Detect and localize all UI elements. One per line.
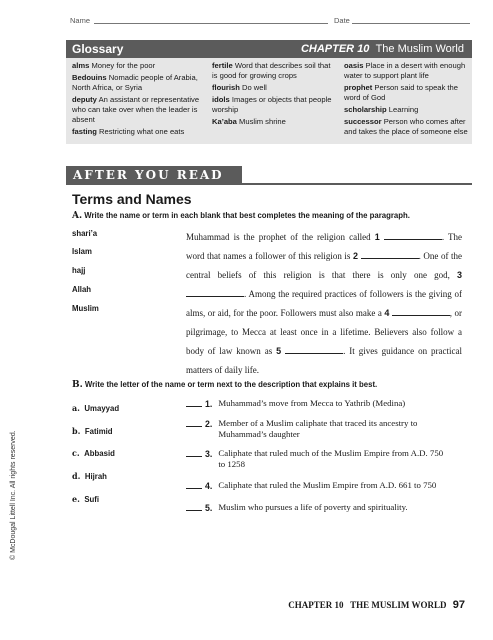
word-bank-item: Muslim: [72, 304, 99, 313]
answer-line[interactable]: [186, 480, 202, 489]
word-bank-item: Allah: [72, 285, 92, 294]
name-bank-item: b. Fatimid: [72, 426, 113, 436]
glossary-entry: deputy An assistant or representative who can take over when the leader is absent: [72, 95, 200, 124]
section-title: Terms and Names: [72, 191, 192, 207]
page-footer: [288, 599, 465, 611]
name-bank-item: d. Hijrah: [72, 471, 107, 481]
word-bank-item: shari’a: [72, 229, 98, 238]
footer-chapter: CHAPTER 10: [288, 600, 344, 610]
answer-line[interactable]: [186, 398, 202, 407]
matching-item: 3. Caliphate that ruled much of the Muslim Empire from A.D. 750 to 1258: [186, 448, 470, 470]
date-label: Date: [334, 16, 350, 25]
glossary-header: [66, 40, 472, 58]
glossary-entry: oasis Place in a desert with enough water to support plant life: [344, 61, 466, 80]
name-bank-item: c. Abbasid: [72, 448, 115, 458]
glossary-box: [66, 58, 472, 144]
section-rule: [66, 183, 472, 185]
glossary-column-1: [72, 61, 200, 139]
matching-item: 2. Member of a Muslim caliphate that traced its ancestry to Muhammad’s daughter: [186, 418, 470, 440]
part-a-instruction-text: Write the name or term in each blank that best completes the meaning of the paragraph.: [84, 211, 410, 220]
answer-line[interactable]: [186, 448, 202, 457]
part-a-instruction: [72, 211, 410, 221]
glossary-column-2: [212, 61, 338, 129]
matching-item: 5. Muslim who pursues a life of poverty and spirituality.: [186, 502, 470, 514]
part-a-letter: A.: [72, 211, 83, 221]
answer-blank-2[interactable]: [361, 250, 419, 259]
chapter-heading: [301, 43, 464, 55]
part-b-instruction-text: Write the letter of the name or term next to the description that explains it best.: [84, 380, 378, 389]
glossary-entry: flourish Do well: [212, 83, 267, 92]
glossary-entry: alms Money for the poor: [72, 61, 156, 70]
chapter-number: 10: [357, 43, 370, 55]
name-label: Name: [70, 16, 91, 25]
fill-in-paragraph: Muhammad is the prophet of the religion called 1 . The word that names a follower of this religion is 2 . One of the central beliefs of this religion is that there is only one god, 3 . Among the required practices of followers is the giving of alms, or aid, for the poor. Followers must also make a 4 , or pilgrimage, to Mecca at least once in a lifetime. Believers also follow a body of law known as 5 . It gives guidance on practical matters of daily life.: [186, 232, 463, 375]
glossary-entry: idols Images or objects that people worship: [212, 95, 332, 114]
footer-title: THE MUSLIM WORLD: [350, 600, 447, 610]
answer-line[interactable]: [186, 418, 202, 427]
word-bank-item: hajj: [72, 266, 86, 275]
answer-blank-1[interactable]: [384, 231, 442, 240]
name-line[interactable]: [94, 23, 328, 24]
glossary-title: Glossary: [72, 42, 124, 56]
glossary-entry: Bedouins Nomadic people of Arabia, North Africa, or Syria: [72, 73, 198, 92]
chapter-label: CHAPTER: [300, 43, 355, 55]
name-bank-item: a. Umayyad: [72, 403, 120, 413]
part-b-instruction: [72, 380, 377, 390]
glossary-entry: scholarship Learning: [344, 105, 419, 114]
name-bank-item: e. Sufi: [72, 494, 100, 504]
copyright-notice: © McDougal Littell Inc. All rights reserved.: [10, 430, 17, 560]
answer-blank-3[interactable]: [186, 288, 244, 297]
after-you-read-banner: [66, 166, 242, 184]
glossary-entry: successor Person who comes after and takes the place of someone else: [344, 117, 468, 136]
glossary-entry: fasting Restricting what one eats: [72, 127, 185, 136]
chapter-title: The Muslim World: [375, 43, 464, 55]
page-number: 97: [452, 599, 465, 611]
word-bank-item: Islam: [72, 247, 92, 256]
glossary-column-3: [344, 61, 468, 139]
answer-blank-4[interactable]: [392, 307, 450, 316]
answer-blank-5[interactable]: [285, 345, 343, 354]
glossary-entry: prophet Person said to speak the word of God: [344, 83, 458, 102]
date-line[interactable]: [352, 23, 470, 24]
matching-item: 4. Caliphate that ruled the Muslim Empire from A.D. 661 to 750: [186, 480, 470, 492]
part-b-letter: B.: [72, 380, 83, 390]
glossary-entry: Ka’aba Muslim shrine: [212, 117, 286, 126]
answer-line[interactable]: [186, 502, 202, 511]
after-you-read-label: AFTER YOU READ: [73, 168, 224, 182]
glossary-entry: fertile Word that describes soil that is good for growing crops: [212, 61, 331, 80]
matching-item: 1. Muhammad’s move from Mecca to Yathrib (Medina): [186, 398, 470, 410]
